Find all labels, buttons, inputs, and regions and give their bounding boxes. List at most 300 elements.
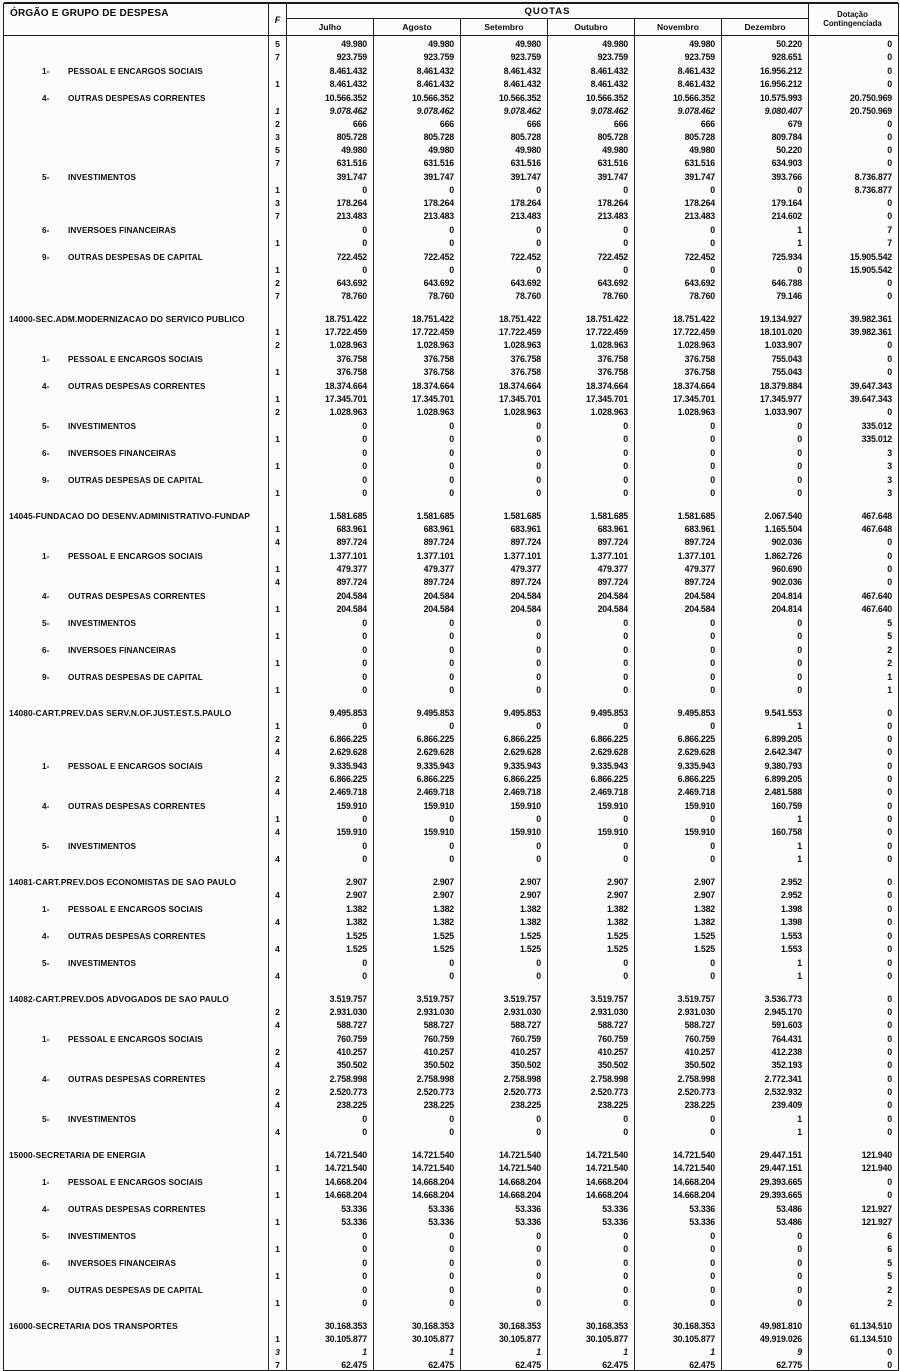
dotacao-contingenciada-cell: 0 <box>808 968 896 981</box>
f-value-cell: 4 <box>268 784 286 797</box>
quota-outubro-cell: 78.760 <box>547 288 634 301</box>
expense-group-row <box>4 62 898 76</box>
quota-outubro-cell: 0 <box>547 811 634 824</box>
f-value-cell <box>268 248 286 262</box>
row-label-cell <box>4 417 268 431</box>
expense-group-row <box>4 900 898 914</box>
org-row <box>4 498 898 521</box>
row-label-cell <box>4 1331 268 1344</box>
f-value-cell: 1 <box>268 718 286 731</box>
quota-julho-cell: 204.584 <box>286 601 373 614</box>
row-label: PESSOAL E ENCARGOS SOCIAIS <box>68 1178 203 1187</box>
group-number: 6- <box>42 646 50 655</box>
dotacao-contingenciada-cell: 0 <box>808 129 896 142</box>
row-label-cell <box>4 574 268 587</box>
table-row <box>4 811 898 824</box>
row-label-cell <box>4 784 268 797</box>
quota-dezembro-cell: 18.379.884 <box>721 377 808 391</box>
quota-setembro-cell: 588.727 <box>460 1017 547 1030</box>
quota-outubro-cell: 376.758 <box>547 350 634 364</box>
quota-agosto-cell: 0 <box>373 811 460 824</box>
quota-dezembro-cell: 0 <box>721 485 808 498</box>
table-row <box>4 1295 898 1308</box>
dotacao-contingenciada-cell: 0 <box>808 62 896 76</box>
dotacao-contingenciada-cell: 15.905.542 <box>808 248 896 262</box>
quota-outubro-cell: 18.374.664 <box>547 377 634 391</box>
quota-julho-cell: 0 <box>286 837 373 851</box>
group-number: 9- <box>42 673 50 682</box>
quota-novembro-cell: 30.105.877 <box>634 1331 721 1344</box>
quota-dezembro-cell: 0 <box>721 668 808 682</box>
org-row <box>4 864 898 887</box>
quota-novembro-cell: 1 <box>634 1344 721 1357</box>
quota-novembro-cell: 760.759 <box>634 1030 721 1044</box>
quota-setembro-cell: 18.751.422 <box>460 301 547 324</box>
f-value-cell: 4 <box>268 968 286 981</box>
dotacao-contingenciada-cell: 7 <box>808 221 896 235</box>
f-value-cell <box>268 1137 286 1160</box>
quota-outubro-cell: 10.566.352 <box>547 89 634 103</box>
table-row <box>4 1357 898 1370</box>
quota-agosto-cell: 8.461.432 <box>373 62 460 76</box>
group-number: 6- <box>42 449 50 458</box>
f-value-cell: 5 <box>268 142 286 155</box>
quota-dezembro-cell: 53.486 <box>721 1200 808 1214</box>
dotacao-contingenciada-cell: 0 <box>808 731 896 744</box>
f-value-cell <box>268 981 286 1004</box>
dotacao-contingenciada-cell: 335.012 <box>808 431 896 444</box>
quota-setembro-cell: 6.866.225 <box>460 731 547 744</box>
quota-setembro-cell: 0 <box>460 417 547 431</box>
table-row <box>4 103 898 116</box>
f-value-cell: 1 <box>268 324 286 337</box>
org-row <box>4 695 898 718</box>
quota-setembro-cell: 0 <box>460 1268 547 1281</box>
dotacao-contingenciada-cell: 20.750.969 <box>808 103 896 116</box>
quota-novembro-cell: 0 <box>634 1268 721 1281</box>
header-orgao-grupo-despesa: ÓRGÃO E GRUPO DE DESPESA <box>10 8 169 19</box>
f-value-cell <box>268 614 286 628</box>
group-number: 1- <box>42 762 50 771</box>
quota-outubro-cell: 0 <box>547 485 634 498</box>
quota-dezembro-cell: 1.033.907 <box>721 404 808 417</box>
dotacao-contingenciada-cell: 121.940 <box>808 1137 896 1160</box>
quota-julho-cell: 0 <box>286 1295 373 1308</box>
quota-novembro-cell: 2.931.030 <box>634 1004 721 1017</box>
quota-setembro-cell: 0 <box>460 1281 547 1295</box>
quota-agosto-cell: 1.581.685 <box>373 498 460 521</box>
quota-dezembro-cell: 0 <box>721 682 808 695</box>
quota-agosto-cell: 0 <box>373 262 460 275</box>
quota-outubro-cell: 1.525 <box>547 941 634 954</box>
quota-novembro-cell: 9.078.462 <box>634 103 721 116</box>
quota-setembro-cell: 49.980 <box>460 142 547 155</box>
row-label-cell <box>4 824 268 837</box>
table-row <box>4 1004 898 1017</box>
quota-dezembro-cell: 755.043 <box>721 350 808 364</box>
f-value-cell: 1 <box>268 76 286 89</box>
quota-julho-cell: 1 <box>286 1344 373 1357</box>
quota-novembro-cell: 213.483 <box>634 208 721 221</box>
quota-outubro-cell: 238.225 <box>547 1097 634 1110</box>
f-value-cell <box>268 471 286 485</box>
quota-agosto-cell: 0 <box>373 655 460 668</box>
quota-julho-cell: 18.751.422 <box>286 301 373 324</box>
quota-setembro-cell: 0 <box>460 1124 547 1137</box>
quota-novembro-cell: 17.345.701 <box>634 391 721 404</box>
f-value-cell <box>268 1070 286 1084</box>
table-row <box>4 574 898 587</box>
quota-outubro-cell: 923.759 <box>547 49 634 62</box>
quota-novembro-cell: 10.566.352 <box>634 89 721 103</box>
dotacao-contingenciada-cell: 0 <box>808 337 896 350</box>
dotacao-contingenciada-cell: 0 <box>808 208 896 221</box>
f-value-cell: 4 <box>268 941 286 954</box>
quota-novembro-cell: 2.469.718 <box>634 784 721 797</box>
dotacao-contingenciada-cell: 0 <box>808 76 896 89</box>
quota-dezembro-cell: 1 <box>721 968 808 981</box>
quota-agosto-cell: 0 <box>373 718 460 731</box>
quota-outubro-cell: 1 <box>547 1344 634 1357</box>
group-number: 1- <box>42 355 50 364</box>
quota-dezembro-cell: 393.766 <box>721 168 808 182</box>
f-value-cell <box>268 837 286 851</box>
quota-setembro-cell: 0 <box>460 182 547 195</box>
quota-novembro-cell: 53.336 <box>634 1214 721 1227</box>
dotacao-contingenciada-cell: 0 <box>808 561 896 574</box>
group-number: 5- <box>42 1115 50 1124</box>
dotacao-contingenciada-cell: 2 <box>808 655 896 668</box>
quota-agosto-cell: 0 <box>373 1281 460 1295</box>
quota-dezembro-cell: 1.398 <box>721 900 808 914</box>
f-value-cell: 1 <box>268 391 286 404</box>
quota-novembro-cell: 0 <box>634 431 721 444</box>
header-month-novembro: Novembro <box>634 19 721 35</box>
quota-agosto-cell: 10.566.352 <box>373 89 460 103</box>
dotacao-contingenciada-cell: 20.750.969 <box>808 89 896 103</box>
row-label: 16000-SECRETARIA DOS TRANSPORTES <box>9 1321 178 1331</box>
quota-novembro-cell: 53.336 <box>634 1200 721 1214</box>
quota-novembro-cell: 0 <box>634 641 721 655</box>
row-label: 14081-CART.PREV.DOS ECONOMISTAS DE SAO PAULO <box>9 877 237 887</box>
quota-novembro-cell: 14.668.204 <box>634 1187 721 1200</box>
table-row <box>4 1057 898 1070</box>
group-number: 1- <box>42 552 50 561</box>
quota-julho-cell: 1.028.963 <box>286 337 373 350</box>
expense-group-row <box>4 547 898 561</box>
dotacao-contingenciada-cell: 8.736.877 <box>808 168 896 182</box>
quota-setembro-cell: 479.377 <box>460 561 547 574</box>
quota-julho-cell: 0 <box>286 417 373 431</box>
row-label-cell <box>4 628 268 641</box>
quota-outubro-cell: 0 <box>547 262 634 275</box>
quota-outubro-cell: 2.931.030 <box>547 1004 634 1017</box>
expense-group-row <box>4 1227 898 1241</box>
table-row <box>4 731 898 744</box>
quota-agosto-cell: 2.520.773 <box>373 1084 460 1097</box>
quota-dezembro-cell: 412.238 <box>721 1044 808 1057</box>
quota-julho-cell: 238.225 <box>286 1097 373 1110</box>
quota-novembro-cell: 376.758 <box>634 350 721 364</box>
quota-outubro-cell: 0 <box>547 1110 634 1124</box>
table-row <box>4 1160 898 1173</box>
row-label-cell <box>4 195 268 208</box>
quota-outubro-cell: 9.078.462 <box>547 103 634 116</box>
quota-dezembro-cell: 0 <box>721 1295 808 1308</box>
dotacao-contingenciada-cell: 0 <box>808 1344 896 1357</box>
quota-julho-cell: 213.483 <box>286 208 373 221</box>
quota-dezembro-cell: 0 <box>721 1254 808 1268</box>
header-quotas-title: QUOTAS <box>287 4 808 19</box>
quota-setembro-cell: 238.225 <box>460 1097 547 1110</box>
quota-dezembro-cell: 49.981.810 <box>721 1308 808 1331</box>
row-label-cell <box>4 757 268 771</box>
table-row <box>4 337 898 350</box>
row-label-cell <box>4 337 268 350</box>
f-value-cell <box>268 954 286 968</box>
quota-setembro-cell: 631.516 <box>460 155 547 168</box>
f-value-cell: 4 <box>268 1097 286 1110</box>
quota-outubro-cell: 17.345.701 <box>547 391 634 404</box>
quota-agosto-cell: 1.377.101 <box>373 547 460 561</box>
quota-setembro-cell: 0 <box>460 837 547 851</box>
row-label-cell <box>4 682 268 695</box>
expense-group-row <box>4 797 898 811</box>
table-row <box>4 682 898 695</box>
row-label-cell <box>4 404 268 417</box>
row-label-cell <box>4 168 268 182</box>
quota-julho-cell: 6.866.225 <box>286 771 373 784</box>
quota-setembro-cell: 0 <box>460 1241 547 1254</box>
dotacao-contingenciada-cell: 0 <box>808 797 896 811</box>
quota-novembro-cell: 0 <box>634 655 721 668</box>
quota-setembro-cell: 0 <box>460 968 547 981</box>
row-label-cell <box>4 1241 268 1254</box>
quota-novembro-cell: 0 <box>634 417 721 431</box>
quota-dezembro-cell: 1 <box>721 811 808 824</box>
quota-setembro-cell: 2.931.030 <box>460 1004 547 1017</box>
row-label-cell <box>4 350 268 364</box>
dotacao-contingenciada-cell: 467.648 <box>808 521 896 534</box>
quota-agosto-cell: 0 <box>373 417 460 431</box>
row-label-cell <box>4 471 268 485</box>
quota-outubro-cell: 631.516 <box>547 155 634 168</box>
expense-group-row <box>4 668 898 682</box>
quota-outubro-cell: 1.377.101 <box>547 547 634 561</box>
header-dotacao-line2: Contingenciada <box>823 18 882 28</box>
f-value-cell: 2 <box>268 337 286 350</box>
quota-novembro-cell: 0 <box>634 262 721 275</box>
quota-novembro-cell: 78.760 <box>634 288 721 301</box>
table-row <box>4 1084 898 1097</box>
f-value-cell <box>268 695 286 718</box>
quota-julho-cell: 0 <box>286 641 373 655</box>
f-value-cell: 1 <box>268 431 286 444</box>
quota-setembro-cell: 14.668.204 <box>460 1173 547 1187</box>
quota-outubro-cell: 0 <box>547 458 634 471</box>
quota-novembro-cell: 9.335.943 <box>634 757 721 771</box>
f-value-cell <box>268 1200 286 1214</box>
f-value-cell <box>268 547 286 561</box>
row-label-cell <box>4 235 268 248</box>
quota-novembro-cell: 897.724 <box>634 574 721 587</box>
quota-agosto-cell: 62.475 <box>373 1357 460 1370</box>
quota-dezembro-cell: 2.952 <box>721 887 808 900</box>
quota-julho-cell: 760.759 <box>286 1030 373 1044</box>
table-row <box>4 1124 898 1137</box>
row-label-cell <box>4 129 268 142</box>
quota-agosto-cell: 159.910 <box>373 797 460 811</box>
quota-agosto-cell: 213.483 <box>373 208 460 221</box>
quota-setembro-cell: 204.584 <box>460 587 547 601</box>
quota-novembro-cell: 49.980 <box>634 142 721 155</box>
quota-agosto-cell: 0 <box>373 221 460 235</box>
quota-setembro-cell: 350.502 <box>460 1057 547 1070</box>
dotacao-contingenciada-cell: 1 <box>808 668 896 682</box>
quota-novembro-cell: 0 <box>634 811 721 824</box>
quota-novembro-cell: 1.581.685 <box>634 498 721 521</box>
f-value-cell: 1 <box>268 1331 286 1344</box>
quota-julho-cell: 350.502 <box>286 1057 373 1070</box>
group-number: 5- <box>42 959 50 968</box>
table-row <box>4 1044 898 1057</box>
row-label-cell <box>4 103 268 116</box>
expense-group-row <box>4 614 898 628</box>
quota-dezembro-cell: 634.903 <box>721 155 808 168</box>
row-label-cell <box>4 301 268 324</box>
quota-agosto-cell: 0 <box>373 1241 460 1254</box>
row-label-cell <box>4 458 268 471</box>
quota-dezembro-cell: 1.553 <box>721 927 808 941</box>
quota-setembro-cell: 0 <box>460 1254 547 1268</box>
dotacao-contingenciada-cell: 0 <box>808 547 896 561</box>
quota-julho-cell: 0 <box>286 628 373 641</box>
f-value-cell <box>268 62 286 76</box>
quota-outubro-cell: 0 <box>547 235 634 248</box>
quota-novembro-cell: 49.980 <box>634 36 721 49</box>
row-label-cell <box>4 1357 268 1370</box>
quota-julho-cell: 805.728 <box>286 129 373 142</box>
dotacao-contingenciada-cell: 0 <box>808 404 896 417</box>
quota-novembro-cell: 178.264 <box>634 195 721 208</box>
dotacao-contingenciada-cell: 39.982.361 <box>808 301 896 324</box>
quota-agosto-cell: 479.377 <box>373 561 460 574</box>
quota-dezembro-cell: 0 <box>721 1268 808 1281</box>
quota-agosto-cell: 0 <box>373 1124 460 1137</box>
quota-agosto-cell: 14.668.204 <box>373 1173 460 1187</box>
quota-agosto-cell: 30.168.353 <box>373 1308 460 1331</box>
row-label-cell <box>4 36 268 49</box>
table-row <box>4 851 898 864</box>
row-label: PESSOAL E ENCARGOS SOCIAIS <box>68 355 203 364</box>
f-value-cell <box>268 641 286 655</box>
quota-julho-cell: 0 <box>286 182 373 195</box>
dotacao-contingenciada-cell: 6 <box>808 1227 896 1241</box>
f-value-cell: 4 <box>268 851 286 864</box>
expense-group-row <box>4 1254 898 1268</box>
header-month-julho: Julho <box>318 22 342 32</box>
quota-outubro-cell: 8.461.432 <box>547 62 634 76</box>
quota-outubro-cell: 760.759 <box>547 1030 634 1044</box>
quota-setembro-cell: 8.461.432 <box>460 76 547 89</box>
quota-julho-cell: 0 <box>286 235 373 248</box>
f-value-cell: 1 <box>268 262 286 275</box>
quota-agosto-cell: 204.584 <box>373 601 460 614</box>
quota-dezembro-cell: 0 <box>721 655 808 668</box>
quota-novembro-cell: 17.722.459 <box>634 324 721 337</box>
quota-dezembro-cell: 10.575.993 <box>721 89 808 103</box>
quota-outubro-cell: 0 <box>547 718 634 731</box>
dotacao-contingenciada-cell: 0 <box>808 941 896 954</box>
row-label-cell <box>4 76 268 89</box>
f-value-cell <box>268 1030 286 1044</box>
expense-group-row <box>4 221 898 235</box>
quota-dezembro-cell: 204.814 <box>721 601 808 614</box>
quota-outubro-cell: 897.724 <box>547 534 634 547</box>
f-value-cell <box>268 1308 286 1331</box>
f-value-cell: 4 <box>268 534 286 547</box>
quota-agosto-cell: 0 <box>373 458 460 471</box>
quota-julho-cell: 1.382 <box>286 914 373 927</box>
dotacao-contingenciada-cell: 0 <box>808 927 896 941</box>
dotacao-contingenciada-cell: 3 <box>808 485 896 498</box>
row-label-cell <box>4 364 268 377</box>
f-value-cell: 2 <box>268 1084 286 1097</box>
quota-agosto-cell: 0 <box>373 431 460 444</box>
quota-setembro-cell: 722.452 <box>460 248 547 262</box>
quota-dezembro-cell: 214.602 <box>721 208 808 221</box>
expense-group-row <box>4 757 898 771</box>
table-row <box>4 116 898 129</box>
dotacao-contingenciada-cell: 467.640 <box>808 601 896 614</box>
quota-outubro-cell: 0 <box>547 614 634 628</box>
row-label: INVERSOES FINANCEIRAS <box>68 226 177 235</box>
quota-julho-cell: 3.519.757 <box>286 981 373 1004</box>
f-value-cell: 4 <box>268 574 286 587</box>
quota-setembro-cell: 30.105.877 <box>460 1331 547 1344</box>
quota-dezembro-cell: 50.220 <box>721 142 808 155</box>
quota-agosto-cell: 376.758 <box>373 364 460 377</box>
dotacao-contingenciada-cell: 121.927 <box>808 1214 896 1227</box>
quota-outubro-cell: 14.668.204 <box>547 1187 634 1200</box>
quota-agosto-cell: 923.759 <box>373 49 460 62</box>
quota-agosto-cell: 30.105.877 <box>373 1331 460 1344</box>
quota-julho-cell: 2.907 <box>286 887 373 900</box>
quota-julho-cell: 0 <box>286 614 373 628</box>
quota-setembro-cell: 1.581.685 <box>460 498 547 521</box>
quota-julho-cell: 2.520.773 <box>286 1084 373 1097</box>
quota-agosto-cell: 2.629.628 <box>373 744 460 757</box>
quota-novembro-cell: 8.461.432 <box>634 62 721 76</box>
quota-dezembro-cell: 29.447.151 <box>721 1160 808 1173</box>
quota-julho-cell: 0 <box>286 1268 373 1281</box>
dotacao-contingenciada-cell: 0 <box>808 1057 896 1070</box>
quota-agosto-cell: 49.980 <box>373 142 460 155</box>
quota-dezembro-cell: 160.758 <box>721 824 808 837</box>
quota-julho-cell: 0 <box>286 668 373 682</box>
row-label-cell <box>4 1173 268 1187</box>
dotacao-contingenciada-cell: 0 <box>808 771 896 784</box>
row-label-cell <box>4 62 268 76</box>
f-value-cell: 2 <box>268 404 286 417</box>
group-number: 4- <box>42 592 50 601</box>
expense-group-row <box>4 1070 898 1084</box>
quota-dezembro-cell: 2.481.588 <box>721 784 808 797</box>
quota-agosto-cell: 760.759 <box>373 1030 460 1044</box>
dotacao-contingenciada-cell: 0 <box>808 981 896 1004</box>
table-row <box>4 391 898 404</box>
table-row <box>4 718 898 731</box>
